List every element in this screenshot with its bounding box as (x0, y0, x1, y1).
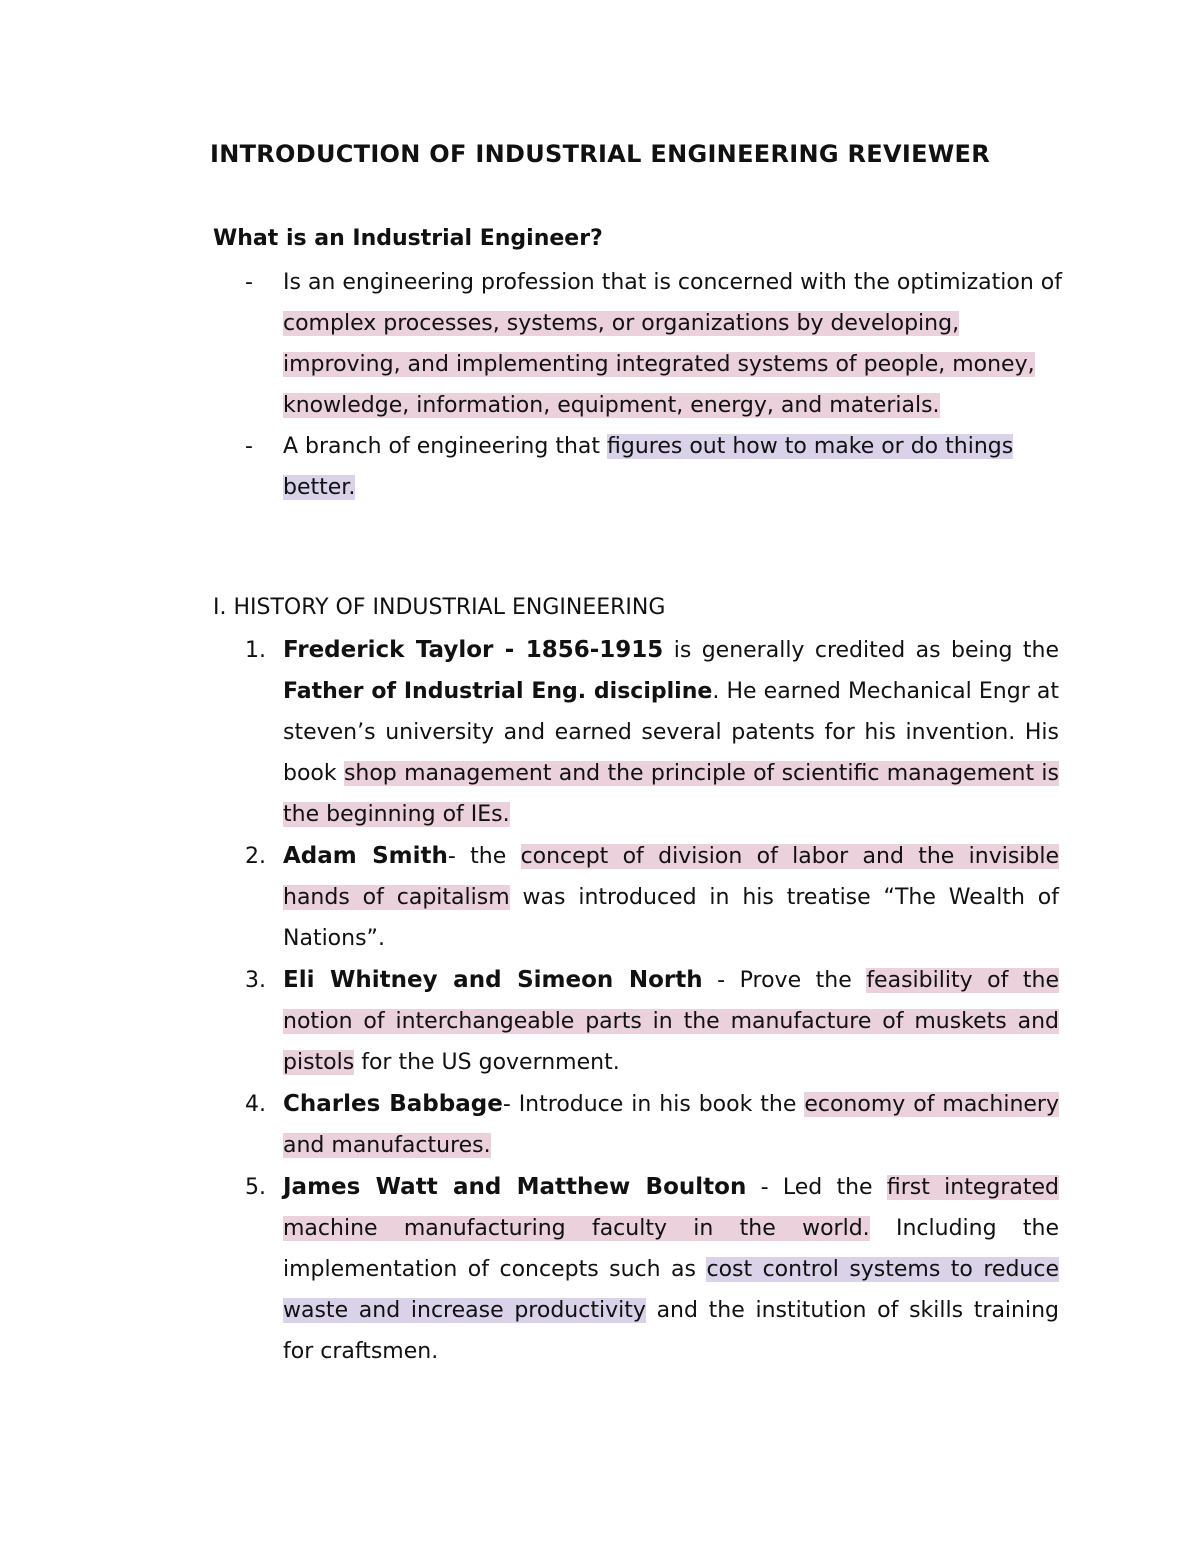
history-heading: I. HISTORY OF INDUSTRIAL ENGINEERING (213, 595, 666, 620)
highlighted-text: complex processes, systems, or organizations by developing, improving, and implementing integrated systems of people, money, knowledge, information, equipment, energy, and materials. (283, 311, 1035, 418)
list-item (245, 960, 1065, 1083)
list-item (245, 836, 1065, 959)
definition-bullet-1 (245, 262, 1065, 426)
highlighted-text: cost control systems to reduce waste and increase productivity (283, 1257, 1059, 1323)
item-text: - the (447, 844, 521, 869)
person-name: Adam Smith (283, 843, 448, 869)
item-text: for the US government. (354, 1050, 620, 1075)
highlighted-text: feasibility of the notion of interchangeable parts in the manufacture of muskets and pistols (283, 968, 1059, 1075)
item-text: and the institution of skills training for craftsmen. (283, 1298, 1060, 1364)
bullet-text: A branch of engineering that (283, 434, 608, 459)
item-text: - Introduce in his book the (502, 1092, 805, 1117)
highlighted-text: concept of division of labor and the invisible hands of capitalism (283, 844, 1060, 910)
item-text: . He earned Mechanical Engr at steven’s university and earned several patents for his invention. His book (283, 679, 1059, 786)
item-number: 1. (245, 638, 266, 663)
person-name: Frederick Taylor - 1856-1915 (283, 637, 664, 663)
highlighted-text: figures out how to make or do things better. (283, 434, 1014, 500)
bullet-marker: - (245, 434, 253, 459)
bold-text: Father of Industrial Eng. discipline (283, 679, 713, 704)
highlighted-text: economy of machinery and manufactures. (283, 1092, 1059, 1158)
definition-heading: What is an Industrial Engineer? (213, 226, 603, 251)
person-name: James Watt and Matthew Boulton (283, 1174, 747, 1200)
bullet-marker: - (245, 270, 253, 295)
item-number: 5. (245, 1175, 266, 1200)
item-text: is generally credited as being the (663, 638, 1060, 663)
definition-bullets (245, 262, 1065, 508)
item-text: - Led the (746, 1175, 887, 1200)
list-item (245, 630, 1065, 835)
highlighted-text: shop management and the principle of scientific management is the beginning of IEs. (283, 761, 1059, 827)
item-number: 2. (245, 844, 266, 869)
person-name: Charles Babbage (283, 1091, 503, 1117)
bullet-text: Is an engineering profession that is concerned with the optimization of (283, 270, 1062, 295)
item-text: - Prove the (702, 968, 867, 993)
item-number: 3. (245, 968, 266, 993)
item-number: 4. (245, 1092, 266, 1117)
list-item (245, 1167, 1065, 1372)
item-text: was introduced in his treatise “The Wealth of Nations”. (283, 885, 1059, 951)
person-name: Eli Whitney and Simeon North (283, 967, 703, 993)
definition-bullet-2 (245, 426, 1065, 508)
item-text: Including the implementation of concepts such as (283, 1216, 1059, 1282)
list-item (245, 1084, 1065, 1166)
document-title: INTRODUCTION OF INDUSTRIAL ENGINEERING REVIEWER (209, 140, 991, 168)
history-list (245, 630, 1065, 1373)
highlighted-text: first integrated machine manufacturing faculty in the world. (283, 1175, 1059, 1241)
